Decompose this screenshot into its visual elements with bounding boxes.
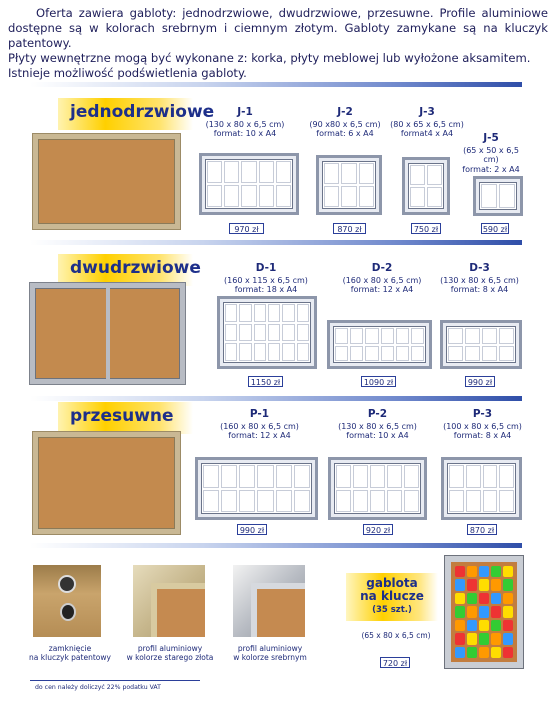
model-dims: (130 x 80 x 6,5 cm) [205,119,285,129]
model-format: format: 6 x A4 [316,129,374,138]
divider [30,240,522,245]
price-p1: 990 zł [237,524,267,535]
model-j1 [200,108,290,139]
model-format: format: 12 x A4 [350,285,414,294]
model-code: P-1 [249,408,270,420]
model-p2 [330,410,425,441]
price-j5: 590 zł [482,225,508,234]
intro-text [8,6,548,81]
section-title-jednodrzwiowe: jednodrzwiowe [58,98,193,130]
sliding-cabinet-photo [33,432,180,534]
gold-profile-photo [133,565,205,637]
footnote: do cen należy doliczyć 22% podatku VAT [35,684,161,691]
silver-profile-caption: profil aluminiowy w kolorze srebrnym [233,644,307,662]
price-p3: 870 zł [467,524,497,535]
model-code: J-1 [237,106,253,118]
diagram-j5 [473,176,523,216]
section-title-dwudrzwiowe: dwudrzwiowe [58,254,193,286]
lock-caption: zamknięcie na kluczyk patentowy [29,644,111,662]
price-j2: 870 zł [333,223,366,234]
divider [30,543,522,548]
model-format: format4 x A4 [400,129,454,138]
model-format: format: 12 x A4 [228,431,291,440]
model-format: format: 10 x A4 [346,431,409,440]
model-p1 [212,410,307,441]
model-format: format: 10 x A4 [213,129,277,138]
model-j5 [456,134,526,174]
diagram-j2 [316,155,382,215]
model-format: format: 18 x A4 [234,285,298,294]
diagram-p3 [441,457,522,520]
model-code: P-3 [472,408,493,420]
cork-corner [151,583,205,637]
model-format: format: 8 x A4 [453,431,512,440]
cork-corner [251,583,305,637]
model-dims: (160 x 115 x 6,5 cm) [224,275,308,285]
model-code: D-1 [255,262,277,274]
diagram-j3 [402,157,450,215]
section-title-przesuwne: przesuwne [58,402,193,434]
model-dims: (160 x 80 x 6,5 cm) [220,421,299,431]
diagram-j1 [199,153,299,215]
model-dims: (90 x80 x 6,5 cm) [309,119,381,129]
gold-profile-caption: profil aluminiowy w kolorze starego złota [126,644,214,662]
model-dims: (130 x 80 x 6,5 cm) [440,275,519,285]
price-key-cabinet: 720 zł [380,657,410,668]
intro-line-3: Istnieje możliwość podświetlenia gabloty. [8,66,247,80]
intro-line-2: Płyty wewnętrzne mogą być wykonane z: korka, płyty meblowej lub wyłożone aksamitem. [8,51,531,65]
key-cabinet-title: gablota na klucze [360,576,424,603]
key-cabinet-photo [444,555,524,669]
model-dims: (160 x 80 x 6,5 cm) [342,275,422,285]
key-cabinet-badge [346,573,438,621]
price-d2: 1090 zł [361,376,396,387]
diagram-d2 [327,320,432,369]
divider [30,82,522,87]
model-code: J-3 [419,106,435,118]
model-format: format: 2 x A4 [462,164,520,174]
key-hooks [451,562,517,662]
model-dims: (100 x 80 x 6,5 cm) [443,421,522,431]
diagram-p1 [195,457,318,520]
key-icon [58,575,76,593]
model-d3 [432,264,527,295]
double-door-cabinet-photo [30,283,185,384]
model-dims: (80 x 65 x 6,5 cm) [390,119,464,129]
model-d1 [216,264,316,295]
divider [30,396,522,401]
silver-profile-photo [233,565,305,637]
model-p3 [435,410,530,441]
diagram-p2 [328,457,427,520]
lock-photo [33,565,101,637]
key-cabinet-dims: (65 x 80 x 6,5 cm) [361,631,431,640]
key-cabinet-count: (35 szt.) [372,605,412,615]
model-code: J-2 [337,106,353,118]
price-p2: 920 zł [363,524,393,535]
price-j3: 750 zł [411,223,441,234]
model-dims: (130 x 80 x 6,5 cm) [338,421,417,431]
price-j1: 970 zł [229,223,264,234]
lock-icon [60,603,76,621]
model-format: format: 8 x A4 [450,285,509,294]
price-d1: 1150 zł [248,376,283,387]
model-code: J-5 [483,132,499,144]
model-code: P-2 [367,408,388,420]
model-d2 [332,264,432,295]
footnote-rule [30,680,200,681]
model-dims: (65 x 50 x 6,5 cm) [463,145,519,164]
model-j2 [300,108,390,139]
price-d3: 990 zł [465,376,495,387]
diagram-d1 [217,296,317,369]
intro-line-1: Oferta zawiera gabloty: jednodrzwiowe, dwudrzwiowe, przesuwne. Profile aluminiowe dostępne są w kolorach srebrnym i ciemnym złotym. Gabloty zamykane są na kluczyk patentowy. [8,6,548,50]
door-divider [106,288,110,379]
diagram-d3 [440,320,522,369]
model-code: D-2 [371,262,393,274]
model-code: D-3 [469,262,490,274]
single-door-cabinet-photo [33,134,180,229]
